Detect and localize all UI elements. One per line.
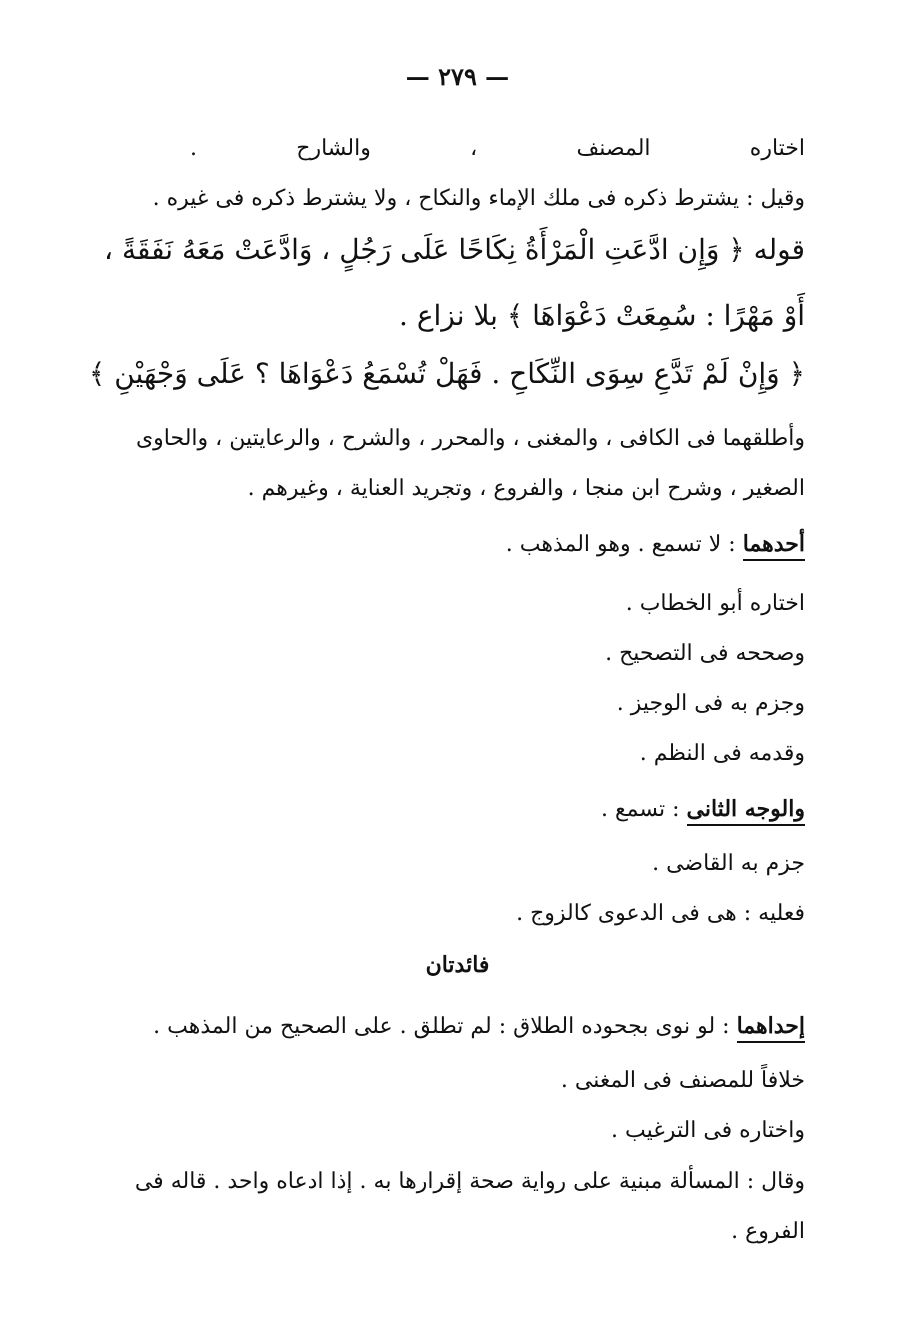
verse-line: قوله ﴿ وَإِن ادَّعَتِ الْمَرْأَةُ نِكَاحًا عَلَى رَجُلٍ ، وَادَّعَتْ مَعَهُ نَفَقَةً ، <box>104 233 805 266</box>
text-line: فعليه : هى فى الدعوى كالزوج . <box>516 901 805 926</box>
text-line: وجزم به فى الوجيز . <box>616 691 805 716</box>
section-heading: فائدتان <box>425 952 490 978</box>
text-line: خلافاً للمصنف فى المغنى . <box>560 1068 805 1093</box>
verse-line: أَوْ مَهْرًا : سُمِعَتْ دَعْوَاهَا ﴾ بلا نزاع . <box>399 299 805 332</box>
text-line <box>190 135 805 164</box>
text-line: وقدمه فى النظم . <box>639 741 805 766</box>
text-line: واختاره فى الترغيب . <box>611 1118 805 1143</box>
text-line: وأطلقهما فى الكافى ، والمغنى ، والمحرر ، والشرح ، والرعايتين ، والحاوى <box>135 426 805 451</box>
keyword: أحدهما <box>743 531 805 561</box>
keyword: إحداهما <box>737 1013 805 1043</box>
text-line: الفروع . <box>731 1219 805 1244</box>
text: اختاره المصنف ، والشارح . <box>190 136 805 161</box>
text-line <box>601 795 805 825</box>
text: : لا تسمع . وهو المذهب . <box>505 532 743 557</box>
keyword: والوجه الثانى <box>687 796 805 826</box>
text-line: الصغير ، وشرح ابن منجا ، والفروع ، وتجريد العناية ، وغيرهم . <box>247 476 805 501</box>
text-line <box>506 530 805 560</box>
text-line: جزم به القاضى . <box>652 851 805 876</box>
text-line: اختاره أبو الخطاب . <box>625 591 805 616</box>
text-line: وقيل : يشترط ذكره فى ملك الإماء والنكاح ، ولا يشترط ذكره فى غيره . <box>152 186 805 211</box>
text-line <box>153 1012 805 1042</box>
text-line: وصححه فى التصحيح . <box>605 641 805 666</box>
text-line: وقال : المسألة مبنية على رواية صحة إقرارها به . إذا ادعاه واحد . قاله فى <box>134 1169 805 1194</box>
page-number: — ٢٧٩ — <box>405 62 510 91</box>
text: : لو نوى بجحوده الطلاق : لم تطلق . على الصحيح من المذهب . <box>153 1014 737 1039</box>
verse-line: ﴿ وَإِنْ لَمْ تَدَّعِ سِوَى النِّكَاحِ . فَهَلْ تُسْمَعُ دَعْوَاهَا ؟ عَلَى وَجْهَيْنِ ﴾ <box>88 357 805 390</box>
text: : تسمع . <box>600 797 687 822</box>
